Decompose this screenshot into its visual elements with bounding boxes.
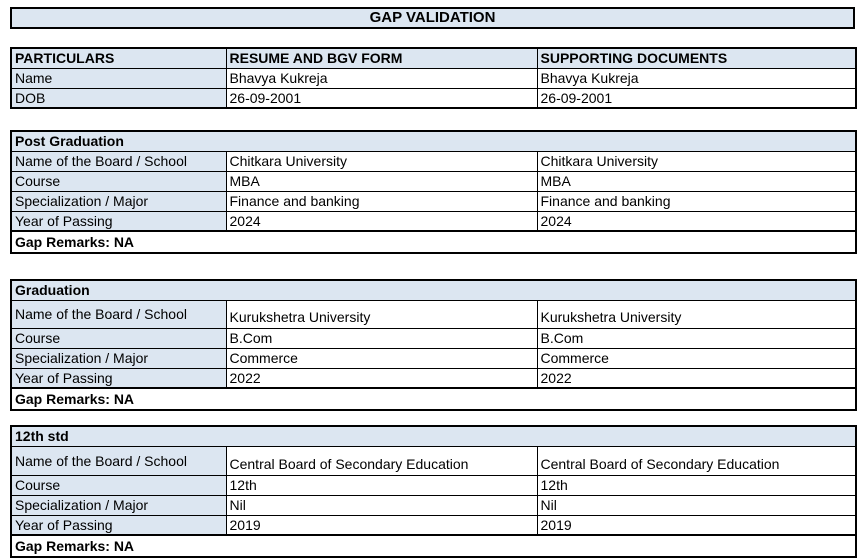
supporting-cell: MBA xyxy=(537,171,856,191)
row-label-cell: Course xyxy=(11,171,226,191)
table-header-row xyxy=(11,48,856,68)
section-post-graduation xyxy=(10,130,857,254)
supporting-cell: Bhavya Kukreja xyxy=(537,68,856,88)
row-label-cell: Name of the Board / School xyxy=(11,151,226,171)
table-row xyxy=(11,515,856,535)
supporting-cell: 2019 xyxy=(537,515,856,535)
section-header-row xyxy=(11,131,856,151)
table-row xyxy=(11,495,856,515)
row-label-cell: Year of Passing xyxy=(11,368,226,388)
section-title: Post Graduation xyxy=(11,131,856,151)
resume-cell: 2024 xyxy=(226,211,537,231)
section-graduation xyxy=(10,279,857,411)
table-row xyxy=(11,191,856,211)
table-row xyxy=(11,151,856,171)
gap-remarks-row xyxy=(11,535,856,557)
section-12th-std xyxy=(10,425,857,558)
resume-cell: MBA xyxy=(226,171,537,191)
resume-cell: Central Board of Secondary Education xyxy=(226,446,537,475)
gap-remarks: Gap Remarks: NA xyxy=(11,535,856,557)
section-title: 12th std xyxy=(11,426,856,446)
row-label-cell: Name xyxy=(11,68,226,88)
supporting-cell: Commerce xyxy=(537,348,856,368)
row-label-cell: Name of the Board / School xyxy=(11,300,226,328)
supporting-cell: 26-09-2001 xyxy=(537,88,856,108)
column-header-resume: RESUME AND BGV FORM xyxy=(226,48,537,68)
row-label-cell: Specialization / Major xyxy=(11,191,226,211)
row-label-cell: Year of Passing xyxy=(11,515,226,535)
column-header-particulars: PARTICULARS xyxy=(11,48,226,68)
resume-cell: Nil xyxy=(226,495,537,515)
resume-cell: Kurukshetra University xyxy=(226,300,537,328)
section-header-row xyxy=(11,426,856,446)
supporting-cell: 2024 xyxy=(537,211,856,231)
resume-cell: 12th xyxy=(226,475,537,495)
supporting-cell: 2022 xyxy=(537,368,856,388)
section-title: Graduation xyxy=(11,280,856,300)
section-header-row xyxy=(11,280,856,300)
supporting-cell: Kurukshetra University xyxy=(537,300,856,328)
particulars-table xyxy=(10,47,857,109)
row-label-cell: Name of the Board / School xyxy=(11,446,226,475)
resume-cell: Bhavya Kukreja xyxy=(226,68,537,88)
supporting-cell: 12th xyxy=(537,475,856,495)
resume-cell: 26-09-2001 xyxy=(226,88,537,108)
supporting-cell: Finance and banking xyxy=(537,191,856,211)
gap-remarks: Gap Remarks: NA xyxy=(11,231,856,253)
table-row xyxy=(11,171,856,191)
row-label-cell: Year of Passing xyxy=(11,211,226,231)
table-row xyxy=(11,68,856,88)
gap-remarks: Gap Remarks: NA xyxy=(11,388,856,410)
resume-cell: 2022 xyxy=(226,368,537,388)
supporting-cell: Nil xyxy=(537,495,856,515)
resume-cell: Chitkara University xyxy=(226,151,537,171)
resume-cell: B.Com xyxy=(226,328,537,348)
resume-cell: Finance and banking xyxy=(226,191,537,211)
supporting-cell: B.Com xyxy=(537,328,856,348)
row-label-cell: Specialization / Major xyxy=(11,348,226,368)
table-row xyxy=(11,446,856,475)
table-row xyxy=(11,88,856,108)
page-title: GAP VALIDATION xyxy=(10,7,855,29)
row-label-cell: Course xyxy=(11,475,226,495)
table-row xyxy=(11,211,856,231)
table-row xyxy=(11,475,856,495)
row-label-cell: DOB xyxy=(11,88,226,108)
row-label-cell: Specialization / Major xyxy=(11,495,226,515)
row-label-cell: Course xyxy=(11,328,226,348)
column-header-supporting: SUPPORTING DOCUMENTS xyxy=(537,48,856,68)
resume-cell: Commerce xyxy=(226,348,537,368)
supporting-cell: Chitkara University xyxy=(537,151,856,171)
table-row xyxy=(11,368,856,388)
resume-cell: 2019 xyxy=(226,515,537,535)
gap-remarks-row xyxy=(11,231,856,253)
table-row xyxy=(11,348,856,368)
table-row xyxy=(11,328,856,348)
table-row xyxy=(11,300,856,328)
supporting-cell: Central Board of Secondary Education xyxy=(537,446,856,475)
gap-remarks-row xyxy=(11,388,856,410)
